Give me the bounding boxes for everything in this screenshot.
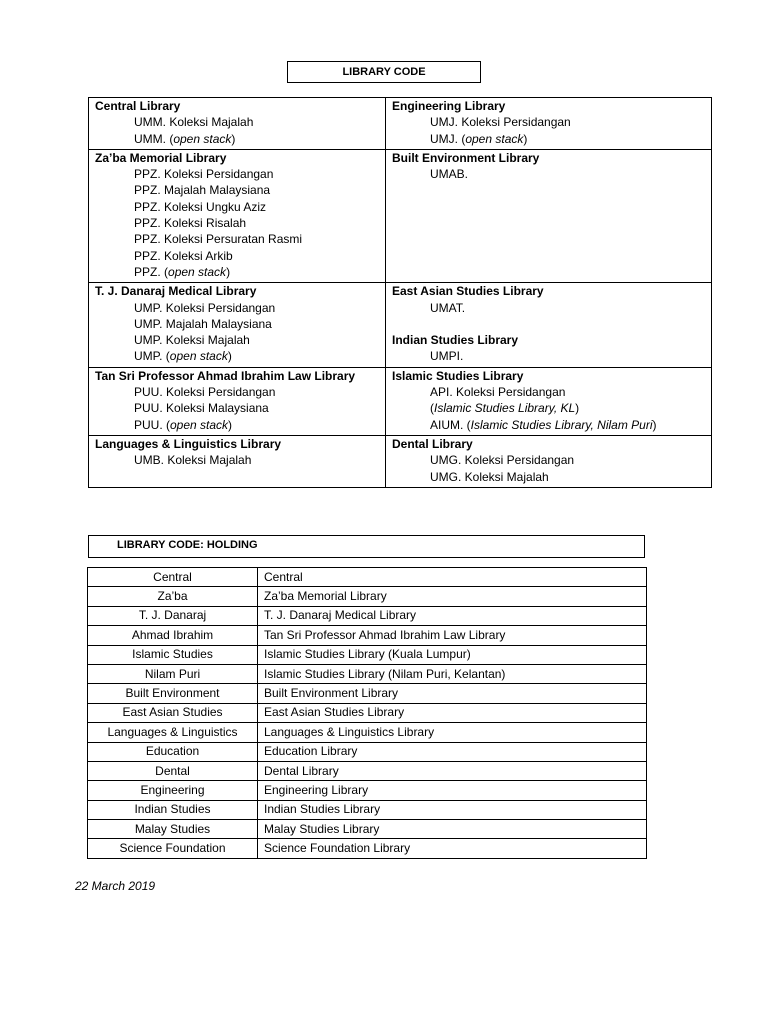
library-code-line <box>95 131 379 147</box>
code-note: open stack <box>170 417 229 432</box>
library-name: East Asian Studies Library <box>392 284 544 299</box>
library-row <box>89 149 712 282</box>
library-cell <box>89 98 386 150</box>
library-code-line <box>95 417 379 433</box>
code-text: UMB. Koleksi Majalah <box>134 453 252 468</box>
library-row <box>89 435 712 487</box>
library-name: T. J. Danaraj Medical Library <box>95 284 257 299</box>
holding-full-name: Science Foundation Library <box>258 839 647 858</box>
library-code-line <box>95 400 379 416</box>
holding-short-name: Nilam Puri <box>88 664 258 683</box>
holding-row <box>88 781 647 800</box>
document-date: 22 March 2019 <box>75 879 156 893</box>
code-text: UMP. Koleksi Persidangan <box>134 300 276 315</box>
code-text: UMM. ( <box>134 131 174 146</box>
spacer <box>392 316 705 332</box>
library-cell <box>89 367 386 435</box>
holding-row <box>88 703 647 722</box>
code-text: PPZ. Majalah Malaysiana <box>134 183 271 198</box>
holding-full-name: Central <box>258 568 647 587</box>
library-code-line <box>392 469 705 485</box>
library-name: Engineering Library <box>392 99 506 113</box>
code-text: UMJ. Koleksi Persidangan <box>430 115 571 130</box>
library-code-line <box>392 114 705 130</box>
library-code-line <box>95 248 379 264</box>
code-close: ) <box>652 417 657 432</box>
code-note: open stack <box>465 131 524 146</box>
holding-table <box>87 567 647 859</box>
library-code-line <box>392 417 705 433</box>
code-text: UMG. Koleksi Persidangan <box>430 453 575 468</box>
holding-title: LIBRARY CODE: HOLDING <box>88 535 645 558</box>
library-code-line <box>95 166 379 182</box>
library-name: Dental Library <box>392 436 473 451</box>
holding-row <box>88 664 647 683</box>
library-name: Built Environment Library <box>392 150 540 165</box>
code-text: PPZ. Koleksi Arkib <box>134 248 233 263</box>
holding-full-name: Za’ba Memorial Library <box>258 587 647 606</box>
library-code-line <box>95 264 379 280</box>
library-name: Za’ba Memorial Library <box>95 150 227 165</box>
library-code-line <box>392 348 705 364</box>
holding-short-name: Ahmad Ibrahim <box>88 626 258 645</box>
library-name: Tan Sri Professor Ahmad Ibrahim Law Library <box>95 368 356 383</box>
holding-row <box>88 626 647 645</box>
library-row <box>89 283 712 367</box>
code-close: ) <box>575 401 580 416</box>
library-name: Languages & Linguistics Library <box>95 436 282 451</box>
library-cell <box>386 283 712 367</box>
holding-full-name: Islamic Studies Library (Nilam Puri, Kelantan) <box>258 664 647 683</box>
library-code-line <box>392 452 705 468</box>
library-code-line <box>95 316 379 332</box>
library-code-line <box>95 199 379 215</box>
code-text: PPZ. Koleksi Risalah <box>134 216 247 231</box>
holding-short-name: Indian Studies <box>88 800 258 819</box>
code-text: UMG. Koleksi Majalah <box>430 469 549 484</box>
code-close: ) <box>228 417 233 432</box>
library-cell <box>386 367 712 435</box>
code-note: Islamic Studies Library, KL <box>434 401 576 416</box>
code-note: open stack <box>173 131 232 146</box>
code-note: open stack <box>169 349 228 364</box>
holding-short-name: Islamic Studies <box>88 645 258 664</box>
holding-short-name: Built Environment <box>88 684 258 703</box>
library-code-line <box>392 384 705 400</box>
holding-row <box>88 645 647 664</box>
library-code-table <box>88 97 712 488</box>
library-code-line <box>95 182 379 198</box>
library-code-line <box>95 332 379 348</box>
library-row <box>89 367 712 435</box>
holding-short-name: Za’ba <box>88 587 258 606</box>
holding-row <box>88 761 647 780</box>
code-text: UMM. Koleksi Majalah <box>134 115 254 130</box>
holding-row <box>88 684 647 703</box>
code-text: PPZ. Koleksi Persuratan Rasmi <box>134 232 303 247</box>
library-code-line <box>392 300 705 316</box>
library-name: Central Library <box>95 99 181 113</box>
holding-full-name: Tan Sri Professor Ahmad Ibrahim Law Library <box>258 626 647 645</box>
code-text: UMAT. <box>430 300 466 315</box>
holding-full-name: Education Library <box>258 742 647 761</box>
holding-row <box>88 723 647 742</box>
holding-row <box>88 587 647 606</box>
library-cell <box>89 149 386 282</box>
code-text: ( <box>430 401 434 416</box>
code-text: UMAB. <box>430 167 469 182</box>
holding-full-name: T. J. Danaraj Medical Library <box>258 606 647 625</box>
library-name: Islamic Studies Library <box>392 368 524 383</box>
code-text: PPZ. ( <box>134 264 169 279</box>
library-code-line <box>95 348 379 364</box>
code-text: PPZ. Koleksi Persidangan <box>134 167 274 182</box>
holding-short-name: Education <box>88 742 258 761</box>
code-close: ) <box>227 349 232 364</box>
library-code-title: LIBRARY CODE <box>287 61 481 83</box>
library-code-line <box>95 215 379 231</box>
code-text: UMP. Majalah Malaysiana <box>134 316 272 331</box>
holding-row <box>88 800 647 819</box>
code-close: ) <box>226 264 231 279</box>
code-text: PUU. ( <box>134 417 170 432</box>
library-cell <box>386 149 712 282</box>
code-text: PUU. Koleksi Malaysiana <box>134 401 269 416</box>
library-code-line <box>95 300 379 316</box>
holding-short-name: Science Foundation <box>88 839 258 858</box>
code-text: API. Koleksi Persidangan <box>430 385 566 400</box>
holding-row <box>88 742 647 761</box>
library-code-line <box>95 384 379 400</box>
library-name: Indian Studies Library <box>392 332 519 347</box>
library-code-line <box>95 231 379 247</box>
code-note: open stack <box>168 264 227 279</box>
code-note: Islamic Studies Library, Nilam Puri <box>470 417 653 432</box>
holding-short-name: Languages & Linguistics <box>88 723 258 742</box>
library-cell <box>89 435 386 487</box>
library-code-line <box>95 452 379 468</box>
code-text: AIUM. ( <box>430 417 471 432</box>
holding-full-name: East Asian Studies Library <box>258 703 647 722</box>
library-code-line <box>392 166 705 182</box>
holding-short-name: Dental <box>88 761 258 780</box>
holding-full-name: Malay Studies Library <box>258 820 647 839</box>
library-code-line <box>392 400 705 416</box>
holding-short-name: Malay Studies <box>88 820 258 839</box>
holding-full-name: Engineering Library <box>258 781 647 800</box>
library-cell <box>386 435 712 487</box>
holding-full-name: Built Environment Library <box>258 684 647 703</box>
library-code-line <box>95 114 379 130</box>
library-row <box>89 98 712 150</box>
code-close: ) <box>231 131 236 146</box>
code-text: UMJ. ( <box>430 131 466 146</box>
code-text: UMP. ( <box>134 349 170 364</box>
holding-row <box>88 606 647 625</box>
holding-row <box>88 839 647 858</box>
library-code-line <box>392 131 705 147</box>
library-cell <box>386 98 712 150</box>
holding-short-name: East Asian Studies <box>88 703 258 722</box>
code-text: PUU. Koleksi Persidangan <box>134 385 276 400</box>
code-close: ) <box>523 131 528 146</box>
holding-short-name: T. J. Danaraj <box>88 606 258 625</box>
holding-full-name: Indian Studies Library <box>258 800 647 819</box>
holding-row <box>88 568 647 587</box>
holding-full-name: Dental Library <box>258 761 647 780</box>
holding-short-name: Central <box>88 568 258 587</box>
library-cell <box>89 283 386 367</box>
holding-full-name: Islamic Studies Library (Kuala Lumpur) <box>258 645 647 664</box>
holding-short-name: Engineering <box>88 781 258 800</box>
code-text: PPZ. Koleksi Ungku Aziz <box>134 199 267 214</box>
code-text: UMP. Koleksi Majalah <box>134 333 250 348</box>
code-text: UMPI. <box>430 349 464 364</box>
holding-row <box>88 820 647 839</box>
holding-full-name: Languages & Linguistics Library <box>258 723 647 742</box>
